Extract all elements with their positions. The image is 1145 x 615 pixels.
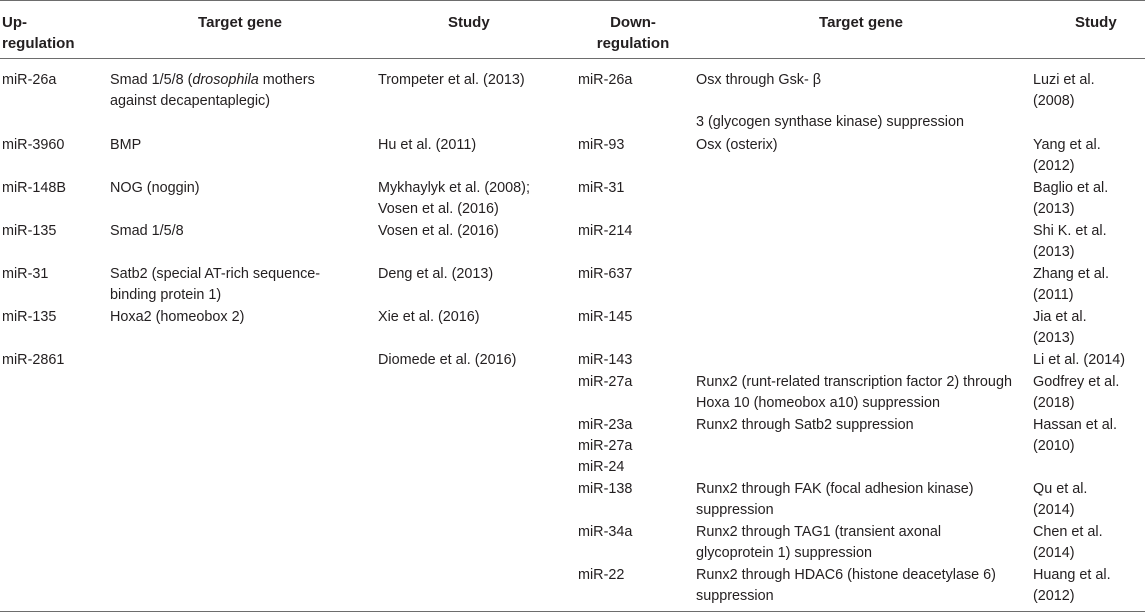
up-row-4-study: Vosen et al. (2016) xyxy=(378,223,499,239)
table-bottom-rule xyxy=(0,611,1145,612)
header-down-regulation: Down- regulation xyxy=(596,14,670,52)
up-row-5-mirna: miR-31 xyxy=(2,266,49,282)
down-row-4-mirna: miR-214 xyxy=(578,223,633,239)
up-row-4-mirna: miR-135 xyxy=(2,223,57,239)
down-row-5-mirna: miR-637 xyxy=(578,266,633,282)
down-row-3-study: Baglio et al. (2013) xyxy=(1033,180,1109,217)
up-row-1-study: Trompeter et al. (2013) xyxy=(378,72,525,88)
up-row-3-mirna: miR-148B xyxy=(2,180,66,196)
down-row-8-target: Runx2 (runt-related transcription factor 2) through Hoxa 10 (homeobox a10) suppression xyxy=(696,374,1012,411)
up-row-2-target: BMP xyxy=(110,137,142,153)
up-row-6-mirna: miR-135 xyxy=(2,309,57,325)
down-row-9-mirna: miR-23a miR-27a miR-24 xyxy=(578,417,633,475)
down-row-2-study: Yang et al. (2012) xyxy=(1033,137,1101,174)
down-row-6-mirna: miR-145 xyxy=(578,309,633,325)
table-header-rule xyxy=(0,58,1145,59)
up-row-7-mirna: miR-2861 xyxy=(2,352,65,368)
down-row-1-mirna: miR-26a xyxy=(578,72,633,88)
up-row-1-target: Smad 1/5/8 (drosophila mothers against decapentaplegic) xyxy=(110,72,315,109)
down-row-2-mirna: miR-93 xyxy=(578,137,625,153)
down-row-1-study: Luzi et al. (2008) xyxy=(1033,72,1095,109)
down-row-10-mirna: miR-138 xyxy=(578,481,633,497)
header-up-study: Study xyxy=(448,14,490,31)
up-row-5-target: Satb2 (special AT-rich sequence- binding protein 1) xyxy=(110,266,321,303)
down-row-2-target: Osx (osterix) xyxy=(696,137,778,153)
up-row-2-study: Hu et al. (2011) xyxy=(378,137,477,153)
down-row-7-study: Li et al. (2014) xyxy=(1033,352,1125,368)
up-row-4-target: Smad 1/5/8 xyxy=(110,223,184,239)
up-row-2-mirna: miR-3960 xyxy=(2,137,65,153)
down-row-8-mirna: miR-27a xyxy=(578,374,633,390)
up-row-6-target: Hoxa2 (homeobox 2) xyxy=(110,309,245,325)
down-row-5-study: Zhang et al. (2011) xyxy=(1033,266,1110,303)
up-row-6-study: Xie et al. (2016) xyxy=(378,309,480,325)
up-row-1-mirna: miR-26a xyxy=(2,72,57,88)
down-row-3-mirna: miR-31 xyxy=(578,180,625,196)
table-top-rule xyxy=(0,0,1145,1)
down-row-10-target: Runx2 through FAK (focal adhesion kinase) suppression xyxy=(696,481,974,518)
down-row-8-study: Godfrey et al. (2018) xyxy=(1033,374,1120,411)
down-row-12-study: Huang et al. (2012) xyxy=(1033,567,1111,604)
header-down-study: Study xyxy=(1075,14,1117,31)
down-row-9-target: Runx2 through Satb2 suppression xyxy=(696,417,914,433)
up-row-3-study: Mykhaylyk et al. (2008); Vosen et al. (2016) xyxy=(378,180,530,217)
down-row-7-mirna: miR-143 xyxy=(578,352,633,368)
down-row-6-study: Jia et al. (2013) xyxy=(1033,309,1087,346)
header-up-target-gene: Target gene xyxy=(198,14,282,31)
down-row-4-study: Shi K. et al. (2013) xyxy=(1033,223,1107,260)
down-row-11-study: Chen et al. (2014) xyxy=(1033,524,1103,561)
up-row-5-study: Deng et al. (2013) xyxy=(378,266,494,282)
down-row-1-target: Osx through Gsk- β 3 (glycogen synthase kinase) suppression xyxy=(696,72,964,130)
down-row-9-study: Hassan et al. (2010) xyxy=(1033,417,1117,454)
down-row-11-target: Runx2 through TAG1 (transient axonal glycoprotein 1) suppression xyxy=(696,524,942,561)
down-row-10-study: Qu et al. (2014) xyxy=(1033,481,1088,518)
up-row-3-target: NOG (noggin) xyxy=(110,180,200,196)
down-row-12-target: Runx2 through HDAC6 (histone deacetylase 6) suppression xyxy=(696,567,996,604)
up-row-7-study: Diomede et al. (2016) xyxy=(378,352,517,368)
header-up-regulation: Up- regulation xyxy=(2,14,75,52)
down-row-11-mirna: miR-34a xyxy=(578,524,633,540)
down-row-12-mirna: miR-22 xyxy=(578,567,625,583)
header-down-target-gene: Target gene xyxy=(819,14,903,31)
